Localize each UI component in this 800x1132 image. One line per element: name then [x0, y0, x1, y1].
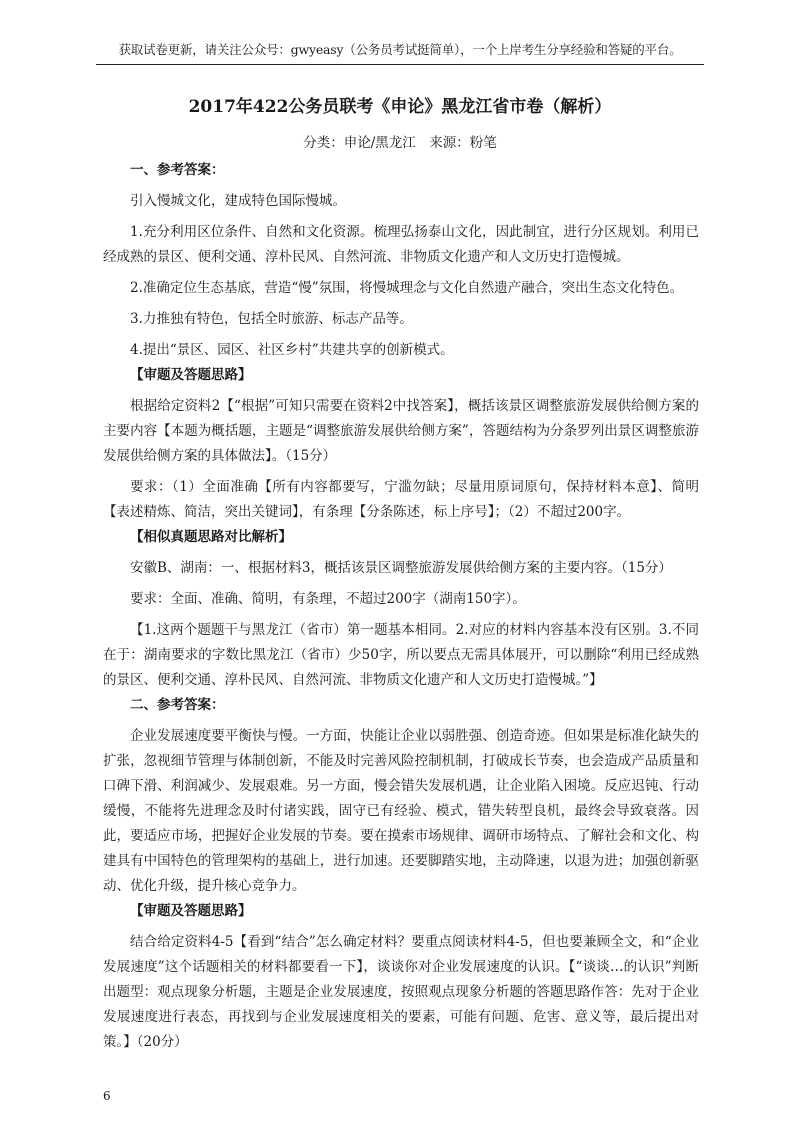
- analysis-paragraph: 要求：（1）全面准确【所有内容都要写，宁滥勿缺；尽量用原词原句，保持材料本意】、简明【表述精炼、简洁，突出关键词】，有条理【分条陈述，标上序号】；（2）不超过200字。: [103, 479, 699, 520]
- answer-paragraph: 3.力推独有特色，包括全时旅游、标志产品等。: [130, 311, 413, 327]
- similar-questions-heading: 【相似真题思路对比解析】: [130, 529, 292, 545]
- answer-paragraph: 引入慢城文化，建成特色国际慢城。: [130, 193, 346, 209]
- document-body: [103, 158, 699, 1055]
- document-title: 2017年422公务员联考《申论》黑龙江省市卷（解析）: [188, 97, 612, 117]
- document-meta: 分类：申论/黑龙江 来源：粉笔: [303, 135, 497, 151]
- similar-paragraph: 【1.这两个题题干与黑龙江（省市）第一题基本相同。2.对应的材料内容基本没有区别。3.不同在于：湖南要求的字数比黑龙江（省市）少50字，所以要点无需具体展开，可以删除“利用已经成熟的景区、便利交通、淳朴民风、自然河流、非物质文化遗产和人文历史打造慢城。”】: [103, 622, 699, 688]
- analysis-paragraph: 根据给定资料2【“根据”可知只需要在资料2中找答案】，概括该景区调整旅游发展供给侧方案的主要内容【本题为概括题，主题是“调整旅游发展供给侧方案”，答题结构为分条罗列出景区调整旅游发展供给侧方案的具体做法】。（15分）: [103, 398, 699, 464]
- answer-paragraph: 2.准确定位生态基底，营造“慢”氛围，将慢城理念与文化自然遗产融合，突出生态文化特色。: [130, 280, 684, 296]
- analysis-paragraph: 结合给定资料4-5【看到“结合”怎么确定材料？要重点阅读材料4-5，但也要兼顾全文，和“企业发展速度”这个话题相关的材料都要看一下】，谈谈你对企业发展速度的认识。【“谈谈…的认识”判断出题型：观点现象分析题，主题是企业发展速度，按照观点现象分析题的答题思路作答：先对于企业发展速度进行表态，再找到与企业发展速度相关的要素，可能有问题、危害、意义等，最后提出对策。】（20分）: [103, 934, 699, 1050]
- answer-paragraph: 企业发展速度要平衡快与慢。一方面，快能让企业以弱胜强、创造奇迹。但如果是标准化缺失的扩张，忽视细节管理与体制创新，不能及时完善风险控制机制，打破成长节奏，也会造成产品质量和口碑下滑、利润减少、发展艰难。另一方面，慢会错失发展机遇，让企业陷入困境。反应迟钝、行动缓慢，不能将先进理念及时付诸实践，固守已有经验、模式，错失转型良机，最终会导致衰落。因此，要适应市场，把握好企业发展的节奏。要在摸索市场规律、调研市场特点、了解社会和文化、构建具有中国特色的管理架构的基础上，进行加速。还要脚踏实地，主动降速，以退为进；加强创新驱动、优化升级，提升核心竞争力。: [103, 728, 699, 894]
- answer-paragraph: 4.提出“景区、园区、社区乡村”共建共享的创新模式。: [130, 342, 454, 358]
- page-header: 获取试卷更新，请关注公众号：gwyeasy（公务员考试挺简单），一个上岸考生分享经验和答疑的平台。: [118, 42, 682, 57]
- similar-paragraph: 要求：全面、准确、简明，有条理，不超过200字（湖南150字）。: [130, 591, 526, 607]
- analysis-heading: 【审题及答题思路】: [130, 903, 252, 919]
- answer-paragraph: 1.充分利用区位条件、自然和文化资源。梳理弘扬泰山文化，因此制宜，进行分区规划。利用已经成熟的景区、便利交通、淳朴民风、自然河流、非物质文化遗产和人文历史打造慢城。: [103, 224, 699, 265]
- analysis-heading: 【审题及答题思路】: [130, 367, 252, 383]
- section-1-heading: 一、参考答案：: [130, 162, 225, 178]
- section-2-heading: 二、参考答案：: [130, 697, 225, 713]
- similar-paragraph: 安徽B、湖南：一、根据材料3，概括该景区调整旅游发展供给侧方案的主要内容。（15分）: [130, 560, 672, 576]
- page-number: 6: [103, 1089, 111, 1103]
- header-divider: [96, 64, 704, 65]
